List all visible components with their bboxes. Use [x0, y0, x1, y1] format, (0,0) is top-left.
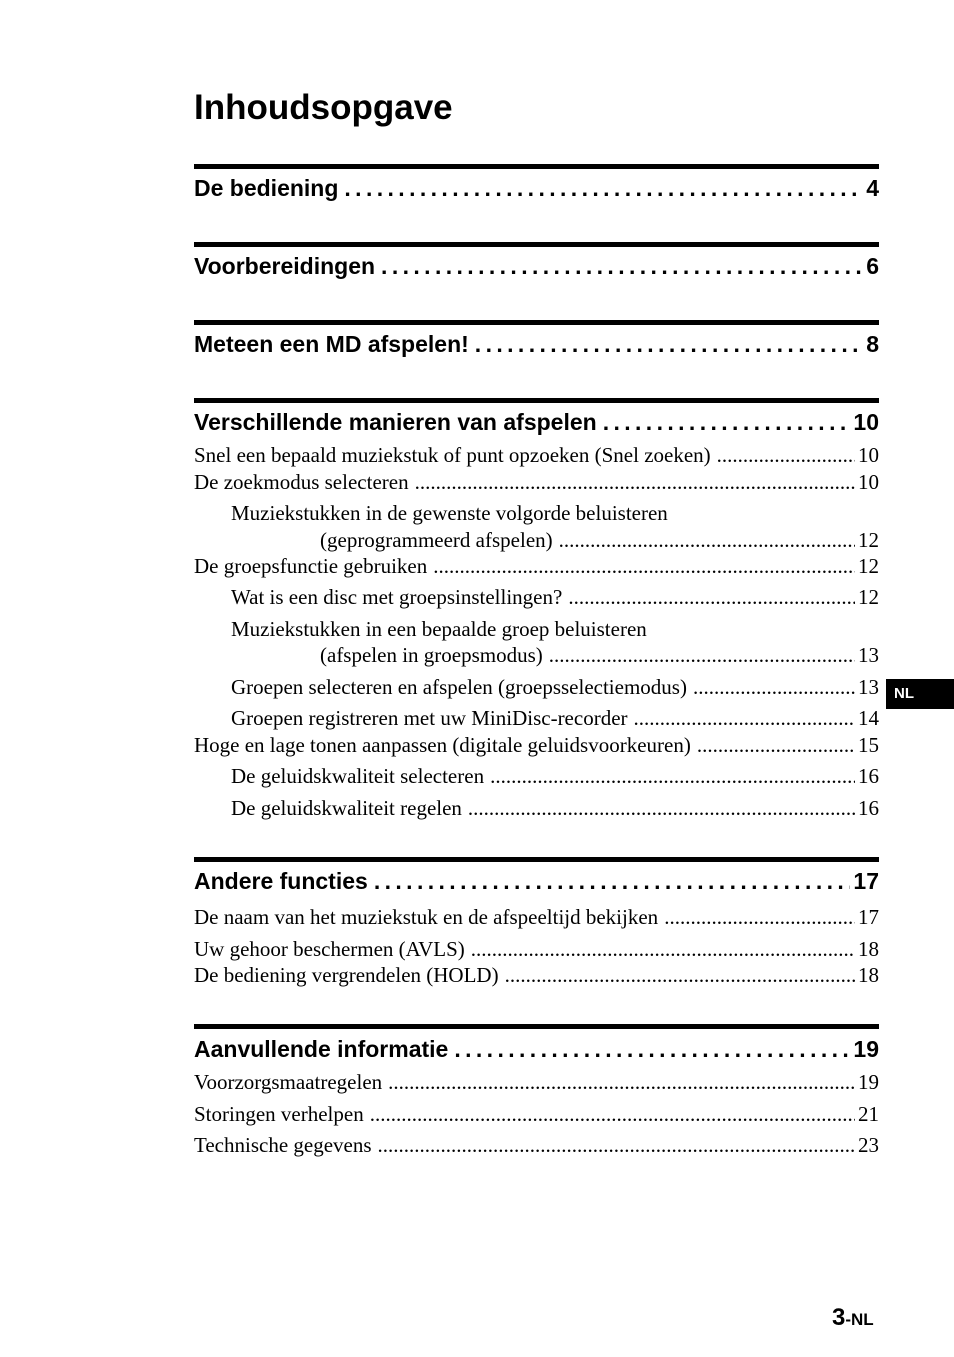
dot-leader [697, 731, 855, 759]
toc-item[interactable] [231, 704, 879, 732]
toc-section-label: Verschillende manieren van afspelen [194, 409, 597, 435]
dot-leader [388, 1068, 855, 1096]
toc-item-label: De zoekmodus selecteren [194, 470, 409, 494]
toc-page-number: 10 [858, 470, 879, 494]
section-rule [194, 320, 879, 325]
dot-leader [717, 441, 855, 469]
toc-page-number: 4 [866, 175, 879, 201]
toc-item-label: Wat is een disc met groepsinstellingen? [231, 585, 563, 609]
dot-leader [471, 935, 855, 963]
section-rule [194, 857, 879, 862]
toc-item-label: Groepen registreren met uw MiniDisc-recorder [231, 706, 628, 730]
page-number [832, 1304, 874, 1332]
dot-leader [415, 468, 855, 496]
toc-page-number: 14 [858, 706, 879, 730]
toc-page-number: 17 [853, 868, 879, 894]
toc-item[interactable] [320, 641, 879, 669]
page-number-digit: 3 [832, 1304, 846, 1331]
toc-page-number: 12 [858, 554, 879, 578]
section-rule [194, 242, 879, 247]
toc-page-number: 6 [866, 253, 879, 279]
toc-section-de-bediening[interactable] [194, 173, 879, 203]
toc-item[interactable] [194, 552, 879, 580]
dot-leader [490, 762, 855, 790]
toc-item[interactable] [194, 468, 879, 496]
toc-page-number: 12 [858, 528, 879, 552]
toc-page-number: 21 [858, 1102, 879, 1126]
toc-item[interactable] [194, 903, 879, 931]
toc-page-number: 12 [858, 585, 879, 609]
toc-item-label: De groepsfunctie gebruiken [194, 554, 428, 578]
toc-section-verschillende-manieren[interactable] [194, 407, 879, 437]
toc-item-label: Uw gehoor beschermen (AVLS) [194, 937, 465, 961]
dot-leader [475, 329, 863, 359]
language-tab: NL [886, 679, 954, 709]
dot-leader [468, 794, 855, 822]
toc-page-number: 16 [858, 764, 879, 788]
dot-leader [559, 526, 855, 554]
toc-page-number: 19 [853, 1036, 879, 1062]
toc-item[interactable] [320, 526, 879, 554]
toc-item[interactable] [231, 673, 879, 701]
toc-item-label: De geluidskwaliteit regelen [231, 796, 462, 820]
toc-page-number: 13 [858, 675, 879, 699]
toc-page-number: 23 [858, 1133, 879, 1157]
toc-item-first-line[interactable]: Muziekstukken in een bepaalde groep beluisteren [231, 617, 647, 641]
toc-item-label: De bediening vergrendelen (HOLD) [194, 963, 499, 987]
toc-item-label: Groepen selecteren en afspelen (groepsselectiemodus) [231, 675, 687, 699]
toc-page-number: 19 [858, 1070, 879, 1094]
toc-page-number: 8 [866, 331, 879, 357]
toc-item[interactable] [231, 762, 879, 790]
dot-leader [370, 1100, 855, 1128]
toc-page-number: 17 [858, 905, 879, 929]
toc-section-label: Voorbereidingen [194, 253, 376, 279]
section-rule [194, 164, 879, 169]
toc-section-voorbereidingen[interactable] [194, 251, 879, 281]
toc-page-number: 15 [858, 733, 879, 757]
toc-page-number: 18 [858, 937, 879, 961]
dot-leader [693, 673, 855, 701]
dot-leader [374, 866, 851, 896]
toc-section-label: Andere functies [194, 868, 368, 894]
toc-section-label: Meteen een MD afspelen! [194, 331, 469, 357]
toc-section-aanvullende-informatie[interactable] [194, 1034, 879, 1064]
toc-page-number: 18 [858, 963, 879, 987]
toc-section-andere-functies[interactable] [194, 866, 879, 896]
dot-leader [603, 407, 851, 437]
toc-section-meteen-een-md-afspelen[interactable] [194, 329, 879, 359]
toc-item[interactable] [231, 583, 879, 611]
toc-item-label: Technische gegevens [194, 1133, 372, 1157]
dot-leader [664, 903, 855, 931]
toc-item-label: Snel een bepaald muziekstuk of punt opzoeken (Snel zoeken) [194, 443, 711, 467]
dot-leader [634, 704, 855, 732]
toc-item-first-line[interactable]: Muziekstukken in de gewenste volgorde beluisteren [231, 501, 668, 525]
dot-leader [381, 251, 863, 281]
page-number-suffix: -NL [845, 1310, 874, 1329]
toc-page-number: 16 [858, 796, 879, 820]
toc-item[interactable] [194, 441, 879, 469]
page-title: Inhoudsopgave [194, 88, 453, 127]
dot-leader [454, 1034, 850, 1064]
toc-item[interactable] [194, 1100, 879, 1128]
toc-item-label: Voorzorgsmaatregelen [194, 1070, 383, 1094]
dot-leader [505, 961, 855, 989]
toc-section-label: Aanvullende informatie [194, 1036, 449, 1062]
section-rule [194, 1024, 879, 1029]
dot-leader [378, 1131, 855, 1159]
toc-item-label: De naam van het muziekstuk en de afspeeltijd bekijken [194, 905, 659, 929]
toc-item-label: De geluidskwaliteit selecteren [231, 764, 485, 788]
toc-item-label: Storingen verhelpen [194, 1102, 364, 1126]
toc-item-label: (geprogrammeerd afspelen) [320, 528, 553, 552]
dot-leader [344, 173, 863, 203]
toc-page-number: 13 [858, 643, 879, 667]
toc-item[interactable] [194, 1131, 879, 1159]
toc-item[interactable] [194, 961, 879, 989]
toc-item-label: Hoge en lage tonen aanpassen (digitale geluidsvoorkeuren) [194, 733, 691, 757]
dot-leader [549, 641, 855, 669]
toc-item[interactable] [194, 935, 879, 963]
toc-item[interactable] [231, 794, 879, 822]
dot-leader [568, 583, 855, 611]
toc-page-number: 10 [858, 443, 879, 467]
toc-item[interactable] [194, 731, 879, 759]
toc-page-number: 10 [853, 409, 879, 435]
toc-section-label: De bediening [194, 175, 339, 201]
toc-item-label: (afspelen in groepsmodus) [320, 643, 543, 667]
dot-leader [433, 552, 855, 580]
section-rule [194, 398, 879, 403]
toc-item[interactable] [194, 1068, 879, 1096]
